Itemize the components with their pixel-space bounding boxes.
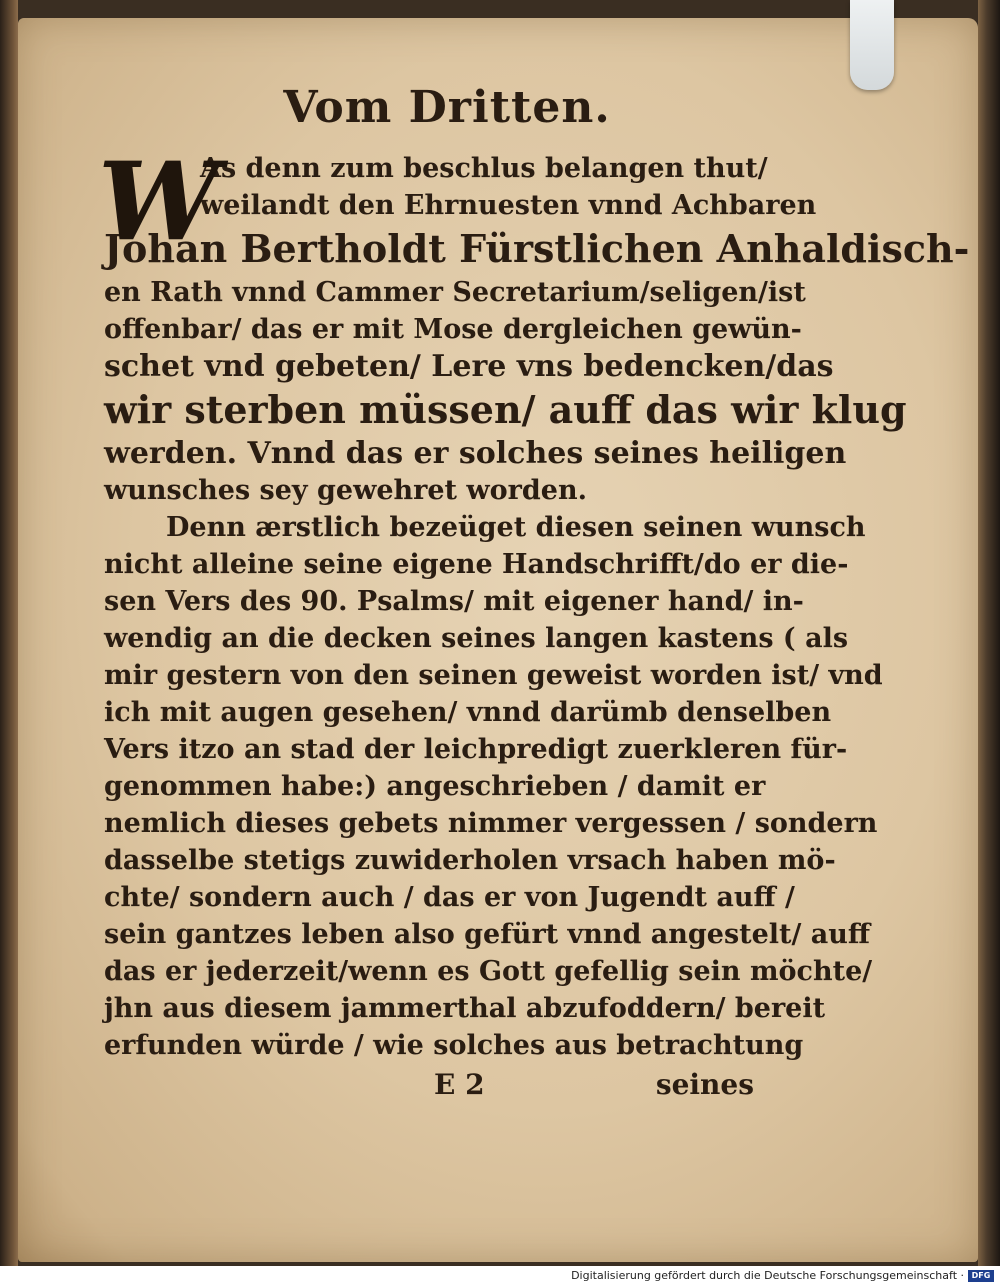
text-line: en Rath vnnd Cammer Secretarium/seligen/ist [104,277,806,308]
text-line: Denn ærstlich bezeüget diesen seinen wunsch [166,512,866,543]
text-line: erfunden würde / wie solches aus betrachtung [104,1030,804,1061]
text-line: As denn zum beschlus belangen thut/ [200,153,768,184]
text-line: werden. Vnnd das er solches seines heiligen [104,436,847,471]
text-line: wir sterben müssen/ auff das wir klug [104,387,907,432]
dfg-logo: DFG [968,1270,994,1282]
text-line: sein gantzes leben also gefürt vnnd angestelt/ auff [104,919,871,950]
text-line: ich mit augen gesehen/ vnnd darümb denselben [104,697,832,728]
text-line: Vers itzo an stad der leichpredigt zuerkleren für- [104,734,848,765]
text-line: das er jederzeit/wenn es Gott gefellig sein möchte/ [104,956,873,987]
text-line: offenbar/ das er mit Mose dergleichen gewün- [104,314,802,345]
funding-credit: Digitalisierung gefördert durch die Deutsche Forschungsgemeinschaft · [571,1269,964,1282]
text-line: Johan Bertholdt Fürstlichen Anhaldisch- [104,226,970,271]
paragraph-2 [104,509,883,1064]
text-line: schet vnd gebeten/ Lere vns bedencken/das [104,349,834,384]
text-line: jhn aus diesem jammerthal abzufoddern/ bereit [104,993,826,1024]
text-line: sen Vers des 90. Psalms/ mit eigener hand/ in- [104,586,804,617]
page-foot [104,1064,754,1106]
text-line: genommen habe:) angeschrieben / damit er [104,771,766,802]
text-line: weilandt den Ehrnuesten vnnd Achbaren [200,190,817,221]
page-clip-tab [850,0,894,90]
text-line: dasselbe stetigs zuwiderholen vrsach haben mö- [104,845,836,876]
text-line: mir gestern von den seinen geweist worden ist/ vnd [104,660,883,691]
book-spine-edge [0,0,18,1266]
text-line: wendig an die decken seines langen kastens ( als [104,623,849,654]
text-line: chte/ sondern auch / das er von Jugendt auff / [104,882,795,913]
catchword: seines [655,1068,754,1101]
book-fore-edge [978,0,1000,1266]
text-line: nemlich dieses gebets nimmer vergessen / sondern [104,808,878,839]
signature-mark: E 2 [434,1068,485,1101]
page-text-block [98,80,970,1106]
text-line: nicht alleine seine eigene Handschrifft/do er die- [104,549,849,580]
text-line: wunsches sey gewehret worden. [104,475,587,506]
page-heading: Vom Dritten. [283,82,611,133]
paragraph-1 [98,139,970,509]
decorated-initial: W [98,139,220,265]
digitization-footer [0,1266,1000,1286]
